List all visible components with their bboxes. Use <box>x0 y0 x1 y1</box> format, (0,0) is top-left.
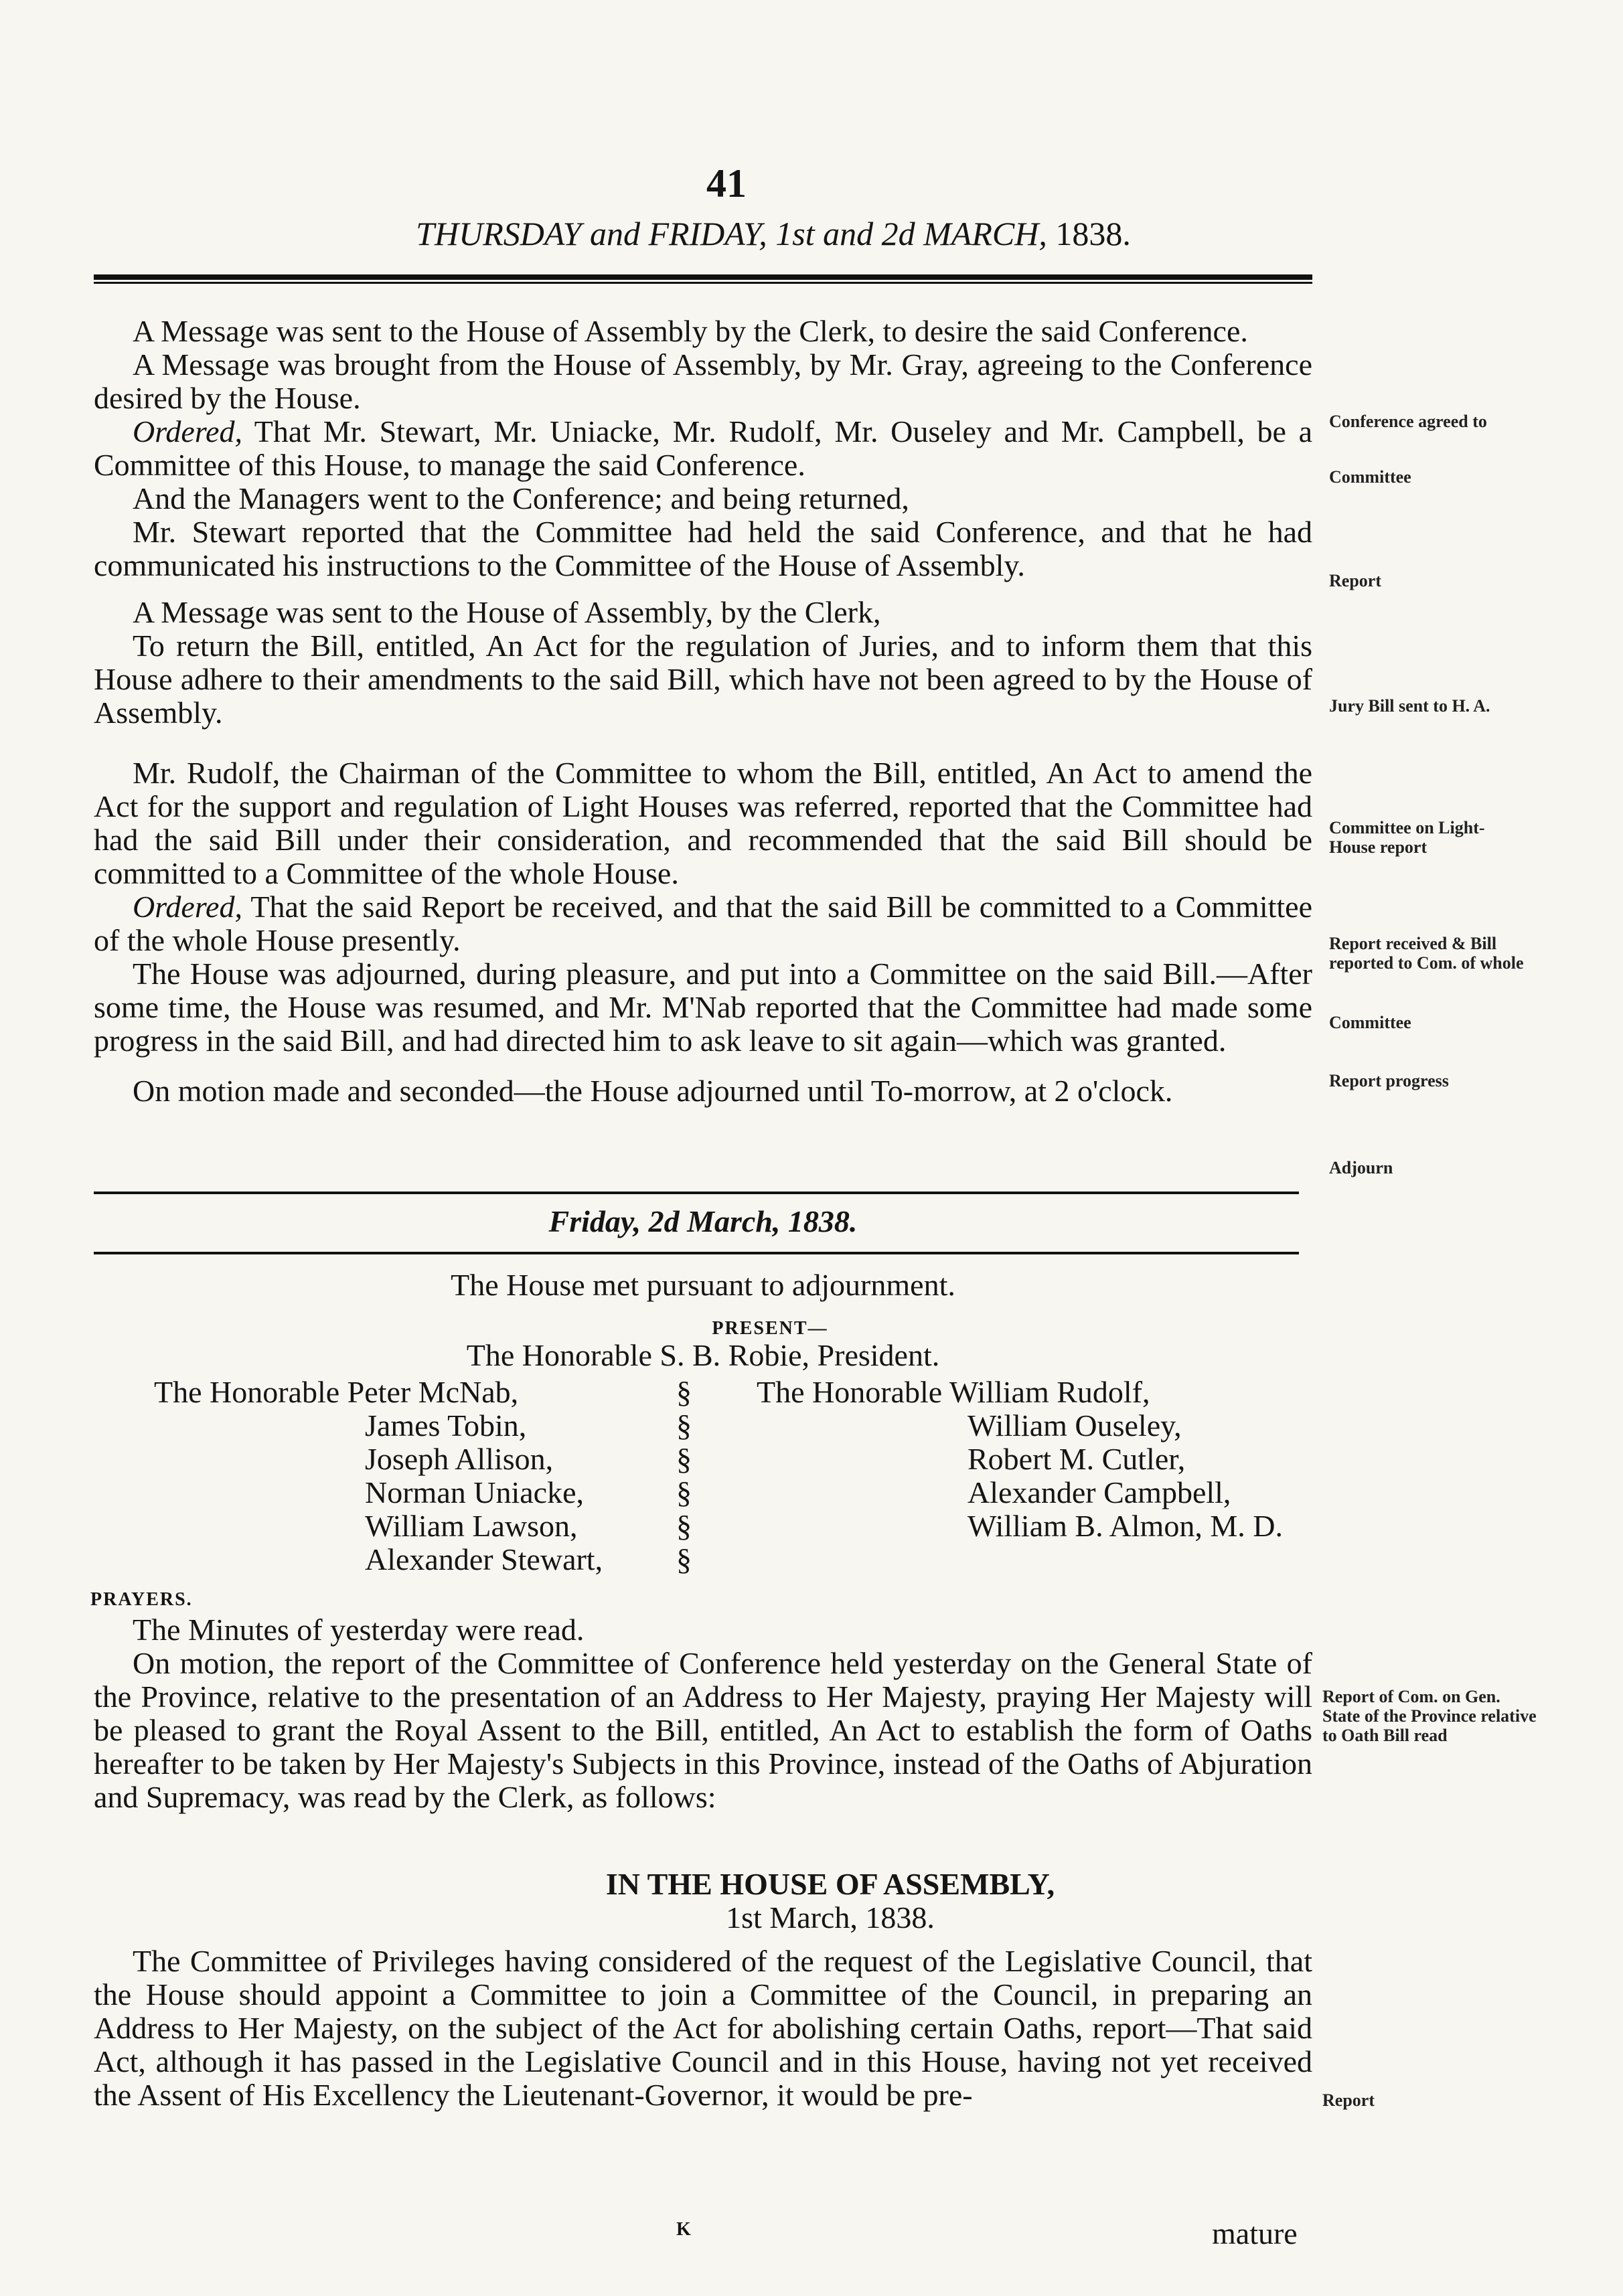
member-right: Robert M. Cutler, <box>968 1442 1186 1476</box>
prayers-label: PRAYERS. <box>90 1589 193 1610</box>
ordered-lead: Ordered, <box>133 890 242 924</box>
running-head <box>94 214 1453 253</box>
member-right: William B. Almon, M. D. <box>968 1509 1283 1543</box>
member-right: Alexander Campbell, <box>968 1475 1231 1509</box>
margin-note: Committee on Light-House report <box>1329 818 1485 857</box>
assembly-date: 1st March, 1838. <box>726 1900 935 1935</box>
member-left: James Tobin, <box>365 1408 527 1443</box>
section-mark: § <box>676 1442 692 1476</box>
date-heading: Friday, 2d March, 1838. <box>548 1204 858 1238</box>
margin-note: Report <box>1329 571 1381 590</box>
section-mark: § <box>676 1542 692 1576</box>
ordered-text: That Mr. Stewart, Mr. Uniacke, Mr. Rudolf, Mr. Ouseley and Mr. Campbell, be a Committee of this House, to manage the said Conference. <box>94 414 1312 482</box>
signature-mark: K <box>676 2219 691 2240</box>
paragraph: The Committee of Privileges having considered of the request of the Legislative Council, that the House should appoint a Committee to join a Committee of the Council, in preparing an Address to Her Majesty, on the subject of the Act for abolishing certain Oaths, report—That said Act, although it has passed in the Legislative Council and in this House, having not yet received the Assent of His Excellency the Lieutenant-Governor, it would be pre- <box>94 1944 1312 2112</box>
margin-note: Report <box>1322 2090 1375 2110</box>
assembly-heading: IN THE HOUSE OF ASSEMBLY, <box>605 1867 1055 1901</box>
section-mark: § <box>676 1509 692 1543</box>
section-rule <box>94 1192 1299 1194</box>
house-met: The House met pursuant to adjournment. <box>451 1268 955 1302</box>
member-left: Norman Uniacke, <box>365 1475 584 1509</box>
margin-note: Conference agreed to <box>1329 412 1487 431</box>
paragraph-ordered <box>94 415 1312 482</box>
president-line: The Honorable S. B. Robie, President. <box>466 1338 940 1372</box>
paragraph: On motion made and seconded—the House adjourned until To-morrow, at 2 o'clock. <box>133 1074 1173 1108</box>
section-mark: § <box>676 1475 692 1509</box>
member-left: William Lawson, <box>365 1509 578 1543</box>
member-left: Joseph Allison, <box>365 1442 554 1476</box>
paragraph: And the Managers went to the Conference; and being returned, <box>133 481 909 515</box>
section-mark: § <box>676 1375 692 1409</box>
paragraph: A Message was brought from the House of Assembly, by Mr. Gray, agreeing to the Conference desired by the House. <box>94 347 1312 415</box>
margin-note: Adjourn <box>1329 1158 1393 1177</box>
ordered-lead: Ordered, <box>133 414 242 448</box>
running-head-year: 1838. <box>1055 215 1131 252</box>
margin-note: Report of Com. on Gen. State of the Province relative to Oath Bill read <box>1322 1687 1537 1745</box>
margin-note: Jury Bill sent to H. A. <box>1329 696 1490 716</box>
section-rule <box>94 1252 1299 1254</box>
paragraph: To return the Bill, entitled, An Act for the regulation of Juries, and to inform them that this House adhere to their amendments to the said Bill, which have not been agreed to by the House of Assembly. <box>94 629 1312 730</box>
paragraph: A Message was sent to the House of Assembly by the Clerk, to desire the said Conference. <box>133 314 1248 348</box>
margin-note: Committee <box>1329 1013 1411 1032</box>
header-double-rule <box>94 274 1312 284</box>
paragraph-ordered <box>94 890 1312 957</box>
member-right: The Honorable William Rudolf, <box>757 1375 1150 1409</box>
margin-note: Committee <box>1329 467 1411 487</box>
paragraph: Mr. Stewart reported that the Committee had held the said Conference, and that he had communicated his instructions to the Committee of the House of Assembly. <box>94 515 1312 582</box>
ordered-text: That the said Report be received, and that the said Bill be committed to a Committee of the whole House presently. <box>94 890 1312 957</box>
thursday-proceedings <box>94 315 1312 1108</box>
paragraph: On motion, the report of the Committee of Conference held yesterday on the General State of the Province, relative to the presentation of an Address to Her Majesty, praying Her Majesty will be pleased to grant the Royal Assent to the Bill, entitled, An Act to establish the form of Oaths hereafter to be taken by Her Majesty's Subjects in this Province, instead of the Oaths of Abjuration and Supremacy, was read by the Clerk, as follows: <box>94 1646 1312 1814</box>
paragraph: A Message was sent to the House of Assembly, by the Clerk, <box>133 595 881 629</box>
member-right: William Ouseley, <box>968 1408 1182 1443</box>
present-label: PRESENT— <box>712 1318 828 1339</box>
member-left: The Honorable Peter McNab, <box>154 1375 519 1409</box>
catchword: mature <box>1212 2216 1298 2250</box>
committee-report <box>94 1945 1312 2112</box>
section-mark: § <box>676 1408 692 1443</box>
friday-proceedings <box>94 1613 1312 1814</box>
paragraph: The Minutes of yesterday were read. <box>133 1613 585 1647</box>
running-head-text: THURSDAY and FRIDAY, 1st and 2d MARCH, <box>416 215 1047 252</box>
margin-note: Report received & Bill reported to Com. of whole <box>1329 934 1524 973</box>
member-left: Alexander Stewart, <box>365 1542 603 1576</box>
paragraph: The House was adjourned, during pleasure, and put into a Committee on the said Bill.—After some time, the House was resumed, and Mr. M'Nab reported that the Committee had made some progress in the said Bill, and had directed him to ask leave to sit again—which was granted. <box>94 957 1312 1058</box>
paragraph: Mr. Rudolf, the Chairman of the Committee to whom the Bill, entitled, An Act to amend the Act for the support and regulation of Light Houses was referred, reported that the Committee had had the said Bill under their consideration, and recommended that the said Bill should be committed to a Committee of the whole House. <box>94 756 1312 890</box>
margin-note: Report progress <box>1329 1071 1449 1090</box>
page-number: 41 <box>706 161 747 206</box>
